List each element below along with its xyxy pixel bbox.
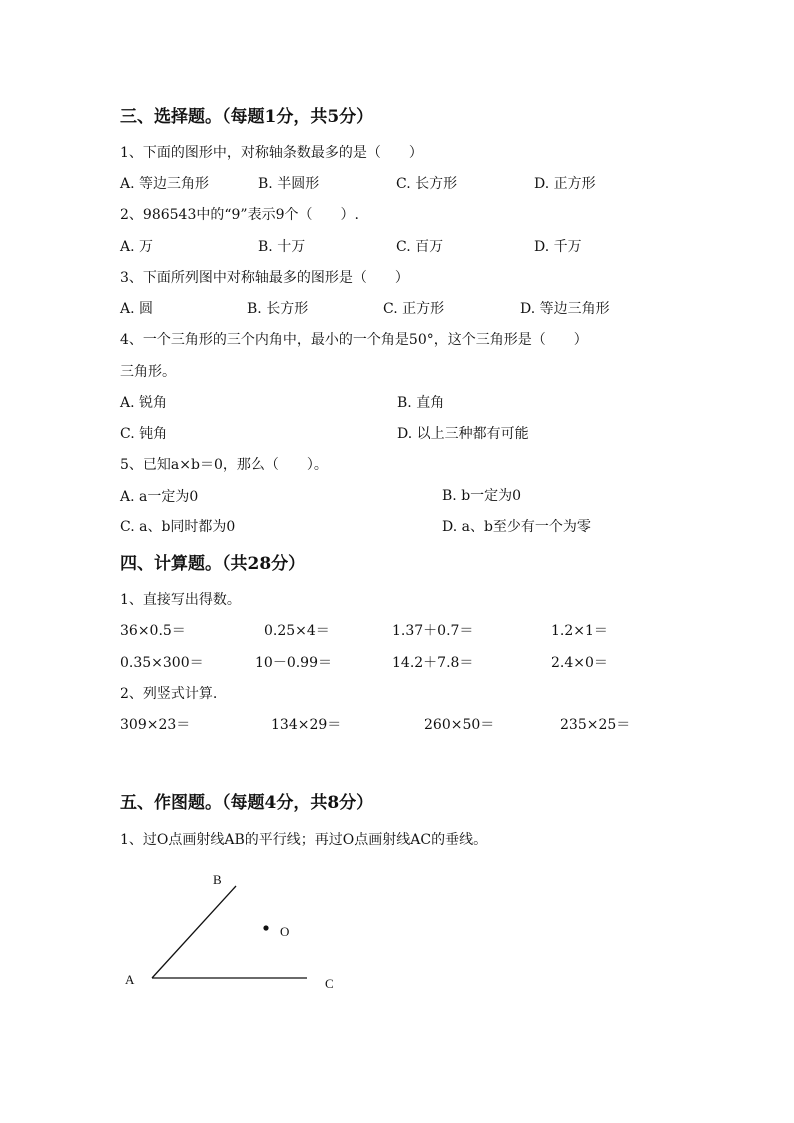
q3-5-option-d: D. a、b至少有一个为零	[442, 519, 591, 535]
q4-1-stem: 1、直接写出得数。	[120, 592, 241, 608]
q4-2-stem: 2、列竖式计算.	[120, 686, 218, 702]
q3-5-option-c: C. a、b同时都为0	[120, 519, 236, 535]
q3-2-option-b: B. 十万	[258, 239, 306, 255]
q3-1-option-c: C. 长方形	[396, 176, 458, 192]
vertical-calc-2: 134×29＝	[271, 717, 342, 733]
q5-1-stem: 1、过O点画射线AB的平行线；再过O点画射线AC的垂线。	[120, 832, 488, 848]
q3-3-option-c: C. 正方形	[383, 301, 445, 317]
vertical-calc-3: 260×50＝	[424, 717, 495, 733]
q3-2-stem: 2、986543中的“9”表示9个（ ）.	[120, 207, 359, 223]
q3-1-option-b: B. 半圆形	[258, 176, 320, 192]
ray-ab	[152, 886, 236, 978]
q3-3-option-a: A. 圆	[120, 301, 154, 317]
q3-4-option-d: D. 以上三种都有可能	[397, 426, 529, 442]
q3-5-option-b: B. b一定为0	[442, 488, 522, 504]
label-b: B	[213, 872, 222, 887]
vertical-calc-4: 235×25＝	[560, 717, 631, 733]
calc-1-3: 1.37＋0.7＝	[392, 623, 474, 639]
q3-4-stem: 4、一个三角形的三个内角中，最小的一个角是50°，这个三角形是（ ）	[120, 332, 588, 348]
calc-1-1: 36×0.5＝	[120, 623, 186, 639]
point-o	[263, 925, 268, 930]
q3-2-option-a: A. 万	[120, 239, 154, 255]
q3-4-stem-cont: 三角形。	[120, 364, 176, 380]
q3-4-option-a: A. 锐角	[120, 395, 168, 411]
section-5-title: 五、作图题。（每题4分，共8分）	[120, 793, 374, 813]
section-3-title: 三、选择题。（每题1分，共5分）	[120, 107, 374, 127]
q3-2-option-d: D. 千万	[534, 239, 582, 255]
q3-5-option-a: A. a一定为0	[120, 489, 199, 505]
q3-1-option-a: A. 等边三角形	[120, 176, 210, 192]
calc-2-1: 0.35×300＝	[120, 655, 204, 671]
label-o: O	[280, 924, 290, 939]
q3-1-option-d: D. 正方形	[534, 176, 596, 192]
label-c: C	[325, 976, 334, 991]
q3-4-option-b: B. 直角	[397, 395, 445, 411]
q3-1-stem: 1、下面的图形中，对称轴条数最多的是（ ）	[120, 145, 423, 161]
calc-2-4: 2.4×0＝	[551, 655, 608, 671]
calc-1-4: 1.2×1＝	[551, 623, 608, 639]
q3-3-option-b: B. 长方形	[247, 301, 309, 317]
q3-4-option-c: C. 钝角	[120, 426, 168, 442]
section-4-title: 四、计算题。（共28分）	[120, 554, 306, 574]
calc-2-2: 10－0.99＝	[255, 655, 332, 671]
q3-2-option-c: C. 百万	[396, 239, 444, 255]
q3-5-stem: 5、已知a×b＝0，那么（ ）。	[120, 457, 328, 473]
q3-3-option-d: D. 等边三角形	[520, 301, 610, 317]
q3-3-stem: 3、下面所列图中对称轴最多的图形是（ ）	[120, 270, 409, 286]
label-a: A	[125, 972, 135, 987]
vertical-calc-1: 309×23＝	[120, 717, 191, 733]
calc-2-3: 14.2＋7.8＝	[392, 655, 474, 671]
calc-1-2: 0.25×4＝	[264, 623, 330, 639]
